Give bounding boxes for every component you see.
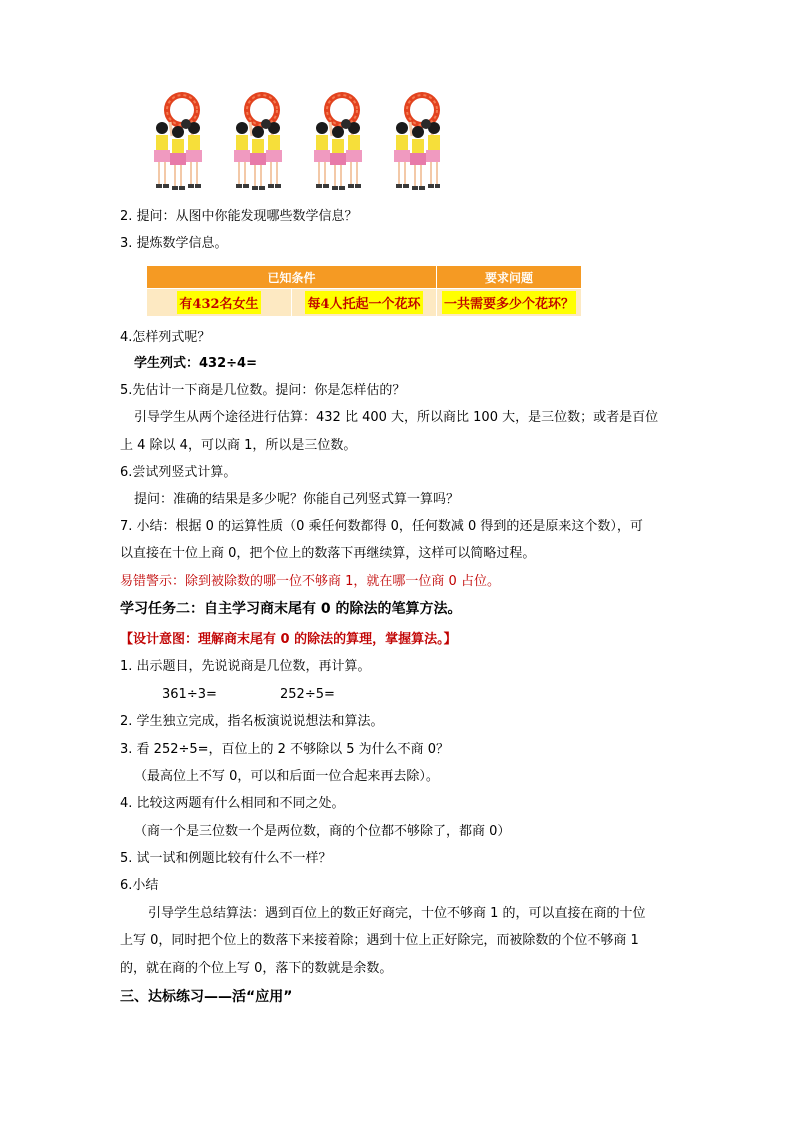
question-item-5: 5.先估计一下商是几位数。提问：你是怎样估的？ (120, 383, 406, 398)
task2-item-5: 5. 试一试和例题比较有什么不一样？ (120, 851, 332, 866)
question-item-6: 6.尝试列竖式计算。 (120, 465, 237, 480)
task2-item-6: 6.小结 (120, 878, 159, 893)
guide-text-line-2: 上 4 除以 4，可以商 1，所以是三位数。 (120, 438, 357, 453)
task2-item-3-answer: （最高位上不写 0，可以和后面一位合起来再去除）。 (134, 769, 439, 784)
task2-item-1: 1. 出示题目，先说说商是几位数，再计算。 (120, 659, 371, 674)
algorithm-summary-line-1: 引导学生总结算法：遇到百位上的数正好商完，十位不够商 1 的，可以直接在商的十位 (148, 906, 646, 921)
question-item-3: 3. 提炼数学信息。 (120, 236, 228, 251)
task2-item-4-answer: （商一个是三位数一个是两位数，商的个位都不够除了，都商 0） (134, 824, 511, 839)
task2-item-3: 3. 看 252÷5=，百位上的 2 不够除以 5 为什么不商 0？ (120, 742, 450, 757)
question-cell: 一共需要多少个花环？ (437, 289, 582, 317)
design-intent: 【设计意图：理解商末尾有 0 的除法的算理，掌握算法。】 (120, 632, 457, 647)
ask-accurate-result: 提问：准确的结果是多少呢？你能自己列竖式算一算吗？ (134, 492, 460, 507)
summary-item-7-line-1: 7. 小结：根据 0 的运算性质（0 乘任何数都得 0，任何数减 0 得到的还是原来这个数），可 (120, 519, 643, 534)
expression-252-div-5: 252÷5= (280, 687, 335, 702)
section-3-heading: 三、达标练习——活“应用” (120, 989, 293, 1005)
girls-holding-wreaths-illustration (148, 92, 440, 196)
expression-361-div-3: 361÷3= (162, 687, 217, 702)
question-item-2: 2. 提问：从图中你能发现哪些数学信息？ (120, 209, 358, 224)
summary-item-7-line-2: 以直接在十位上商 0，把个位上的数落下再继续算，这样可以简略过程。 (120, 546, 536, 561)
required-question-header: 要求问题 (437, 266, 582, 289)
student-formula: 学生列式：432÷4= (134, 356, 257, 371)
task-2-title: 学习任务二：自主学习商末尾有 0 的除法的笔算方法。 (120, 601, 462, 617)
algorithm-summary-line-3: 的，就在商的个位上写 0，落下的数就是余数。 (120, 961, 393, 976)
guide-text-line-1: 引导学生从两个途径进行估算：432 比 400 大，所以商比 100 大，是三位数；或者是百位 (134, 410, 659, 425)
task2-item-4: 4. 比较这两题有什么相同和不同之处。 (120, 796, 345, 811)
question-item-4: 4.怎样列式呢？ (120, 330, 211, 345)
known-conditions-header: 已知条件 (147, 266, 437, 289)
error-warning: 易错警示：除到被除数的哪一位不够商 1，就在哪一位商 0 占位。 (120, 574, 500, 589)
condition-cell: 每4人托起一个花环 (292, 289, 437, 317)
conditions-table (146, 265, 582, 317)
condition-cell: 有432名女生 (147, 289, 292, 317)
algorithm-summary-line-2: 上写 0，同时把个位上的数落下来接着除；遇到十位上正好除完，而被除数的个位不够商 1 (120, 933, 639, 948)
task2-item-2: 2. 学生独立完成，指名板演说说想法和算法。 (120, 714, 384, 729)
